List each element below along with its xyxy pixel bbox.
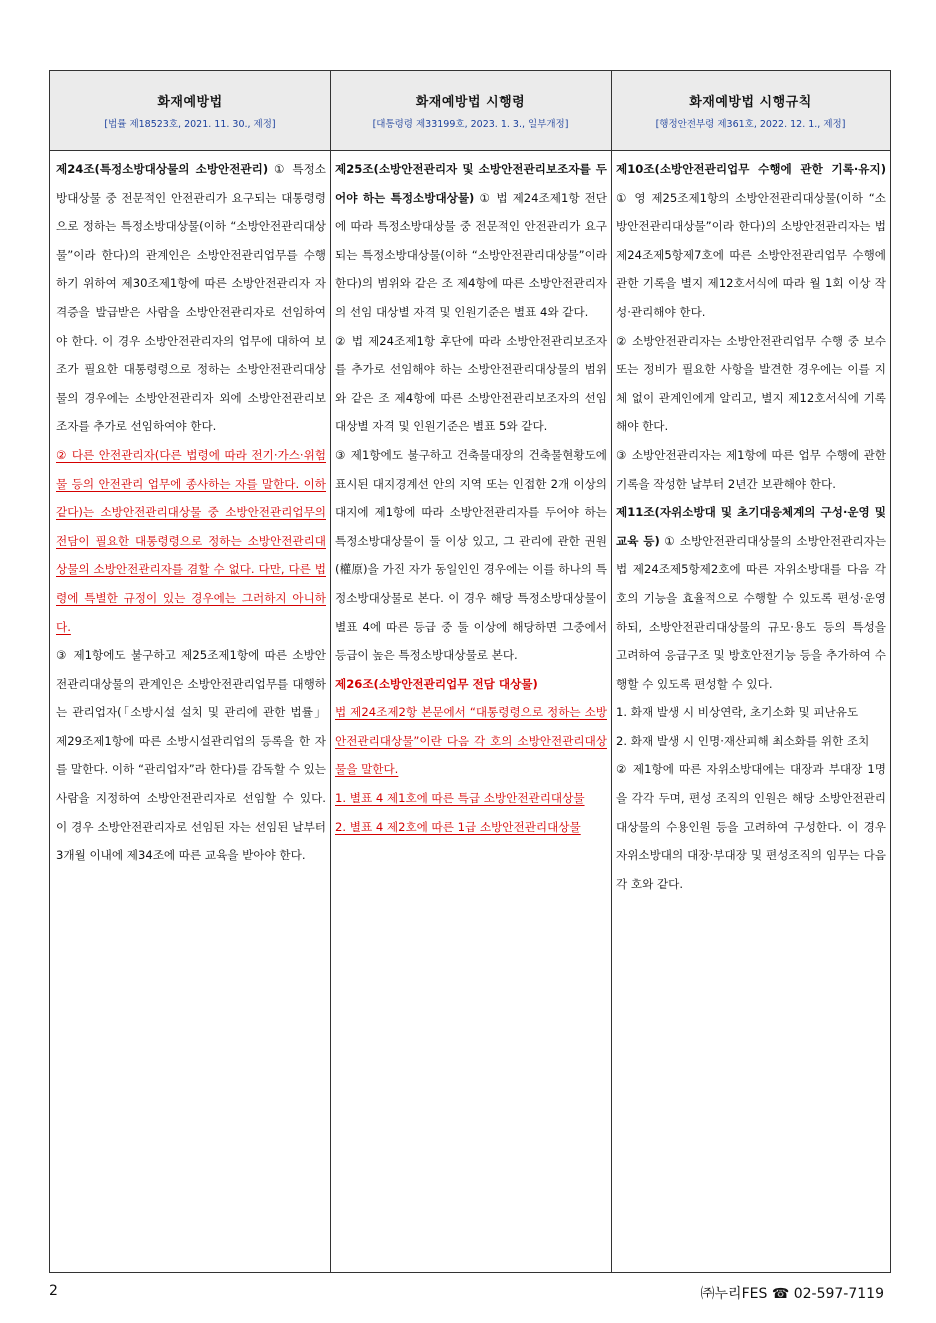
header-title: 화재예방법 <box>157 95 223 110</box>
article-26-body: 법 제24조제2항 본문에서 “대통령령으로 정하는 소방안전관리대상물”이란 다음 각 호의 소방안전관리대상물을 말한다. <box>335 705 607 777</box>
list-item: 1. 별표 4 제1호에 따른 특급 소방안전관리대상물 <box>335 791 585 806</box>
header-subtitle: [행정안전부령 제361호, 2022. 12. 1., 제정] <box>655 119 846 130</box>
header-title: 화재예방법 시행규칙 <box>689 95 812 110</box>
header-rule <box>611 71 890 149</box>
list-item: 2. 별표 4 제2호에 따른 1급 소방안전관리대상물 <box>335 819 581 834</box>
header-title: 화재예방법 시행령 <box>415 95 526 110</box>
paragraph-1: ① 법 제24조제1항 전단에 따라 특정소방대상물 중 전문적인 안전관리가 요구되는 특정소방대상물(이하 “소방안전관리대상물”이라 한다)의 범위와 같은 조 제4항에 따른 소방안전관리자의 선임 대상별 자격 및 인원기준은 별표 4와 같다. <box>335 190 608 319</box>
paragraph-1: ① 특정소방대상물 중 전문적인 안전관리가 요구되는 대통령령으로 정하는 특정소방대상물(이하 “소방안전관리대상물”이라 한다)의 관계인은 소방안전관리업무를 수행하기 위하여 제30조제1항에 따른 소방안전관리자 자격증을 발급받은 사람을 소방안전관리자로 선임하여야 한다. 이 경우 소방안전관리자의 업무에 대하여 보조가 필요한 대통령령으로 정하는 소방안전관리대상물의 경우에는 소방안전관리자 외에 소방안전관리보조자를 추가로 선임하여야 한다. <box>56 162 327 434</box>
paragraph-2: ② 법 제24조제1항 후단에 따라 소방안전관리보조자를 추가로 선임해야 하는 소방안전관리대상물의 범위와 같은 조 제4항에 따른 소방안전관리보조자의 선임 대상별 자격 및 인원기준은 별표 5와 같다. <box>335 333 607 434</box>
page-number: 2 <box>49 1283 58 1299</box>
column-divider <box>330 71 331 1272</box>
company-name: ㈜누리FES <box>700 1286 768 1302</box>
paragraph-2: ② 제1항에 따른 자위소방대에는 대장과 부대장 1명을 각각 두며, 편성 조직의 인원은 해당 소방안전관리대상물의 수용인원 등을 고려하여 구성한다. 이 경우 자위소방대의 대장·부대장 및 편성조직의 임무는 다음 각 호와 같다. <box>616 762 886 891</box>
paragraph-1: ① 영 제25조제1항의 소방안전관리대상물(이하 “소방안전관리대상물”이라 한다)의 소방안전관리자는 법 제24조제5항제7호에 따른 소방안전관리업무 수행에 관한 기록을 별지 제12호서식에 따라 월 1회 이상 작성·관리해야 한다. <box>616 190 886 319</box>
header-decree <box>330 71 611 149</box>
article-title: 제11조(자위소방대 및 초기대응체계의 구성·운영 및 교육 등) <box>616 505 886 548</box>
header-law <box>50 71 330 149</box>
list-item: 1. 화재 발생 시 비상연락, 초기소화 및 피난유도 <box>616 705 859 720</box>
rule-column <box>616 155 886 898</box>
article-26-title: 제26조(소방안전관리업무 전담 대상물) <box>335 676 538 691</box>
paragraph-3: ③ 소방안전관리자는 제1항에 따른 업무 수행에 관한 기록을 작성한 날부터 2년간 보관해야 한다. <box>616 447 886 491</box>
paragraph-2-amended: ② 다른 안전관리자(다른 법령에 따라 전기·가스·위험물 등의 안전관리 업무에 종사하는 자를 말한다. 이하 같다)는 소방안전관리대상물 중 소방안전관리업무의 전담이 필요한 대통령령으로 정하는 소방안전관리대상물의 소방안전관리자를 겸할 수 없다. 다만, 다른 법령에 특별한 규정이 있는 경우에는 그러하지 아니하다. <box>56 447 326 634</box>
column-divider <box>611 71 612 1272</box>
article-10 <box>616 155 886 327</box>
law-column <box>56 155 326 870</box>
article-title: 제25조(소방안전관리자 및 소방안전관리보조자를 두어야 하는 특정소방대상물) <box>335 162 607 205</box>
article-11 <box>616 498 886 698</box>
footer-contact <box>701 1283 884 1303</box>
paragraph-1: ① 소방안전관리대상물의 소방안전관리자는 법 제24조제5항제2호에 따른 자위소방대를 다음 각 호의 기능을 효율적으로 수행할 수 있도록 편성·운영하되, 소방안전관리대상물의 규모·용도 등의 특성을 고려하여 응급구조 및 방호안전기능 등을 추가하여 수행할 수 있도록 편성할 수 있다. <box>616 533 887 691</box>
header-subtitle: [법률 제18523호, 2021. 11. 30., 제정] <box>104 119 276 130</box>
phone-icon: ☎ <box>771 1286 790 1302</box>
article-title: 제10조(소방안전관리업무 수행에 관한 기록·유지) <box>616 162 886 176</box>
table-header <box>50 71 890 151</box>
phone-number: 02-597-7119 <box>793 1286 884 1302</box>
header-subtitle: [대통령령 제33199호, 2023. 1. 3., 일부개정] <box>372 119 569 130</box>
paragraph-3: ③ 제1항에도 불구하고 건축물대장의 건축물현황도에 표시된 대지경계선 안의 지역 또는 인접한 2개 이상의 대지에 제1항에 따라 소방안전관리자를 두어야 하는 특정소방대상물이 둘 이상 있고, 그 관리에 관한 권원(權原)을 가진 자가 동일인인 경우에는 이를 하나의 특정소방대상물로 본다. 이 경우 해당 특정소방대상물이 별표 4에 따른 등급 중 둘 이상에 해당하면 그중에서 등급이 높은 특정소방대상물로 본다. <box>335 447 607 663</box>
decree-column <box>335 155 607 841</box>
article-24 <box>56 155 326 441</box>
article-25 <box>335 155 607 327</box>
law-comparison-table <box>49 70 891 1273</box>
list-item: 2. 화재 발생 시 인명·재산피해 최소화를 위한 조치 <box>616 733 870 748</box>
paragraph-2: ② 소방안전관리자는 소방안전관리업무 수행 중 보수 또는 정비가 필요한 사항을 발견한 경우에는 이를 지체 없이 관계인에게 알리고, 별지 제12호서식에 기록해야 한다. <box>616 333 886 434</box>
article-title: 제24조(특정소방대상물의 소방안전관리) <box>56 162 269 176</box>
paragraph-3: ③ 제1항에도 불구하고 제25조제1항에 따른 소방안전관리대상물의 관계인은 소방안전관리업무를 대행하는 관리업자(「소방시설 설치 및 관리에 관한 법률」 제29조제1항에 따른 소방시설관리업의 등록을 한 자를 말한다. 이하 “관리업자”라 한다)를 감독할 수 있는 사람을 지정하여 소방안전관리자로 선임할 수 있다. 이 경우 소방안전관리자로 선임된 자는 선임된 날부터 3개월 이내에 제34조에 따른 교육을 받아야 한다. <box>56 648 327 863</box>
